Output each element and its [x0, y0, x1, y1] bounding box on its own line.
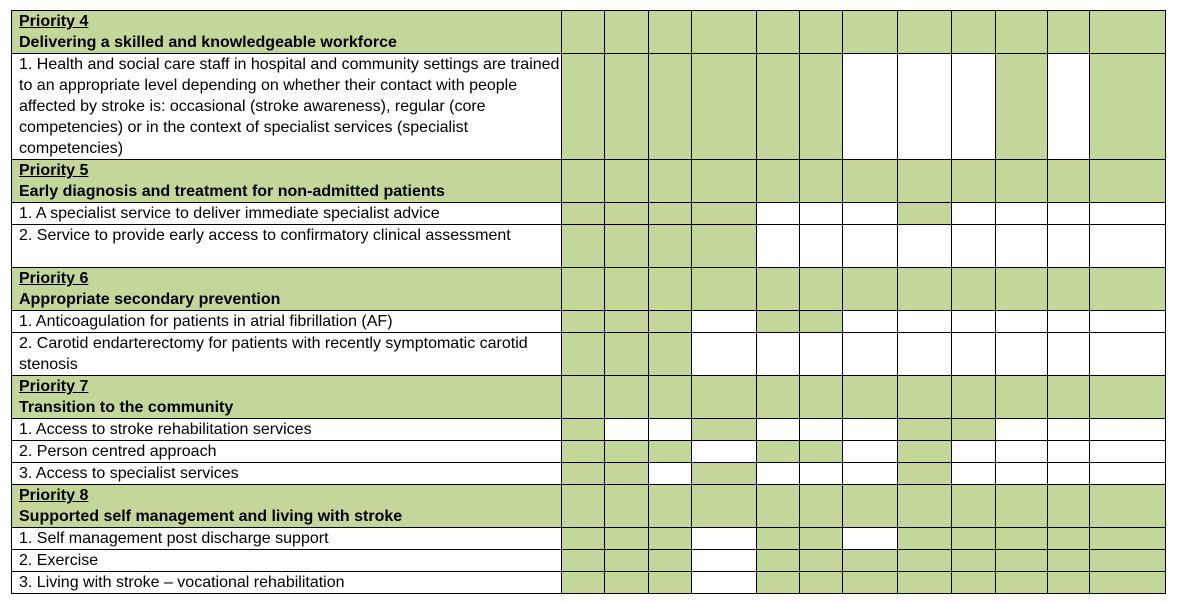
shaded-matrix-cell [996, 485, 1048, 528]
shaded-matrix-cell [649, 333, 692, 376]
shaded-matrix-cell [605, 311, 649, 333]
priority-label-cell [12, 268, 562, 311]
shaded-matrix-cell [562, 160, 605, 203]
criterion-label-cell [12, 54, 562, 160]
priority-subtitle: Supported self management and living with stroke [19, 508, 403, 525]
empty-matrix-cell [692, 550, 757, 572]
criterion-label-cell [12, 311, 562, 333]
shaded-matrix-cell [649, 485, 692, 528]
empty-matrix-cell [843, 441, 898, 463]
empty-matrix-cell [800, 333, 843, 376]
shaded-matrix-cell [843, 160, 898, 203]
shaded-matrix-cell [605, 485, 649, 528]
shaded-matrix-cell [649, 225, 692, 268]
table-row [12, 528, 1166, 550]
shaded-matrix-cell [692, 463, 757, 485]
priority-header-row [12, 11, 1166, 54]
shaded-matrix-cell [692, 225, 757, 268]
shaded-matrix-cell [1090, 550, 1166, 572]
empty-matrix-cell [692, 311, 757, 333]
shaded-matrix-cell [1090, 268, 1166, 311]
table-row [12, 333, 1166, 376]
shaded-matrix-cell [898, 160, 952, 203]
criterion-text: 2. Exercise [19, 552, 99, 569]
empty-matrix-cell [1090, 203, 1166, 225]
empty-matrix-cell [843, 54, 898, 160]
priority-title: Priority 4 [19, 13, 89, 30]
shaded-matrix-cell [692, 203, 757, 225]
criterion-text: 2. Person centred approach [19, 443, 217, 460]
shaded-matrix-cell [757, 550, 800, 572]
empty-matrix-cell [843, 463, 898, 485]
criterion-label-cell [12, 225, 562, 268]
shaded-matrix-cell [605, 572, 649, 594]
priority-title: Priority 5 [19, 162, 89, 179]
shaded-matrix-cell [649, 54, 692, 160]
empty-matrix-cell [1048, 311, 1090, 333]
empty-matrix-cell [952, 311, 996, 333]
empty-matrix-cell [843, 419, 898, 441]
criterion-text: 2. Carotid endarterectomy for patients with recently symptomatic carotid stenosis [19, 335, 528, 373]
empty-matrix-cell [996, 441, 1048, 463]
shaded-matrix-cell [562, 572, 605, 594]
shaded-matrix-cell [562, 11, 605, 54]
empty-matrix-cell [952, 333, 996, 376]
shaded-matrix-cell [562, 376, 605, 419]
shaded-matrix-cell [692, 485, 757, 528]
table-row [12, 419, 1166, 441]
criterion-text: 2. Service to provide early access to confirmatory clinical assessment [19, 227, 511, 244]
criterion-label-cell [12, 441, 562, 463]
table-row [12, 463, 1166, 485]
empty-matrix-cell [996, 203, 1048, 225]
empty-matrix-cell [952, 225, 996, 268]
priority-label-cell [12, 376, 562, 419]
empty-matrix-cell [898, 225, 952, 268]
priority-subtitle: Transition to the community [19, 399, 234, 416]
shaded-matrix-cell [605, 11, 649, 54]
empty-matrix-cell [605, 419, 649, 441]
empty-matrix-cell [1090, 311, 1166, 333]
shaded-matrix-cell [952, 550, 996, 572]
empty-matrix-cell [692, 572, 757, 594]
shaded-matrix-cell [800, 54, 843, 160]
shaded-matrix-cell [800, 441, 843, 463]
shaded-matrix-cell [649, 311, 692, 333]
shaded-matrix-cell [692, 160, 757, 203]
empty-matrix-cell [996, 225, 1048, 268]
shaded-matrix-cell [757, 160, 800, 203]
shaded-matrix-cell [952, 11, 996, 54]
shaded-matrix-cell [843, 485, 898, 528]
shaded-matrix-cell [952, 528, 996, 550]
shaded-matrix-cell [1090, 376, 1166, 419]
priority-header-row [12, 376, 1166, 419]
shaded-matrix-cell [1048, 160, 1090, 203]
empty-matrix-cell [1048, 203, 1090, 225]
criterion-text: 1. A specialist service to deliver immediate specialist advice [19, 205, 440, 222]
criterion-label-cell [12, 203, 562, 225]
empty-matrix-cell [692, 441, 757, 463]
priority-subtitle: Delivering a skilled and knowledgeable workforce [19, 34, 397, 51]
table-row [12, 54, 1166, 160]
empty-matrix-cell [996, 311, 1048, 333]
shaded-matrix-cell [1048, 376, 1090, 419]
shaded-matrix-cell [649, 528, 692, 550]
empty-matrix-cell [996, 463, 1048, 485]
shaded-matrix-cell [649, 376, 692, 419]
shaded-matrix-cell [898, 203, 952, 225]
shaded-matrix-cell [800, 268, 843, 311]
shaded-matrix-cell [562, 203, 605, 225]
shaded-matrix-cell [692, 11, 757, 54]
shaded-matrix-cell [996, 376, 1048, 419]
table-row [12, 203, 1166, 225]
shaded-matrix-cell [757, 441, 800, 463]
criterion-label-cell [12, 528, 562, 550]
empty-matrix-cell [1048, 333, 1090, 376]
shaded-matrix-cell [800, 485, 843, 528]
shaded-matrix-cell [1048, 485, 1090, 528]
table-row [12, 550, 1166, 572]
shaded-matrix-cell [562, 311, 605, 333]
shaded-matrix-cell [562, 528, 605, 550]
shaded-matrix-cell [1090, 485, 1166, 528]
shaded-matrix-cell [1048, 11, 1090, 54]
shaded-matrix-cell [605, 160, 649, 203]
priority-label-cell [12, 485, 562, 528]
shaded-matrix-cell [605, 463, 649, 485]
shaded-matrix-cell [757, 54, 800, 160]
empty-matrix-cell [898, 333, 952, 376]
shaded-matrix-cell [1048, 550, 1090, 572]
empty-matrix-cell [1048, 225, 1090, 268]
shaded-matrix-cell [898, 441, 952, 463]
shaded-matrix-cell [952, 268, 996, 311]
shaded-matrix-cell [898, 463, 952, 485]
empty-matrix-cell [1090, 441, 1166, 463]
shaded-matrix-cell [562, 225, 605, 268]
empty-matrix-cell [1090, 463, 1166, 485]
shaded-matrix-cell [605, 376, 649, 419]
shaded-matrix-cell [562, 485, 605, 528]
shaded-matrix-cell [562, 268, 605, 311]
empty-matrix-cell [757, 419, 800, 441]
priority-subtitle: Appropriate secondary prevention [19, 291, 281, 308]
empty-matrix-cell [1048, 419, 1090, 441]
priority-subtitle: Early diagnosis and treatment for non-admitted patients [19, 183, 445, 200]
shaded-matrix-cell [605, 203, 649, 225]
shaded-matrix-cell [800, 311, 843, 333]
criterion-text: 1. Health and social care staff in hospital and community settings are trained to an appropriate level depending on whether their contact with people affected by stroke is: occasional (stroke awareness), regular (core competencies) or in the context of specialist services (specialist competencies) [19, 56, 560, 157]
empty-matrix-cell [898, 311, 952, 333]
shaded-matrix-cell [692, 268, 757, 311]
empty-matrix-cell [757, 463, 800, 485]
empty-matrix-cell [843, 311, 898, 333]
table-row [12, 225, 1166, 268]
shaded-matrix-cell [843, 376, 898, 419]
empty-matrix-cell [952, 463, 996, 485]
shaded-matrix-cell [1090, 528, 1166, 550]
shaded-matrix-cell [605, 550, 649, 572]
empty-matrix-cell [1048, 54, 1090, 160]
empty-matrix-cell [1048, 441, 1090, 463]
shaded-matrix-cell [996, 528, 1048, 550]
empty-matrix-cell [843, 225, 898, 268]
shaded-matrix-cell [757, 268, 800, 311]
criterion-text: 3. Living with stroke – vocational rehabilitation [19, 574, 345, 591]
empty-matrix-cell [757, 225, 800, 268]
shaded-matrix-cell [898, 419, 952, 441]
shaded-matrix-cell [1090, 11, 1166, 54]
shaded-matrix-cell [1090, 572, 1166, 594]
empty-matrix-cell [1090, 333, 1166, 376]
empty-matrix-cell [649, 419, 692, 441]
empty-matrix-cell [800, 419, 843, 441]
shaded-matrix-cell [898, 572, 952, 594]
shaded-matrix-cell [1048, 268, 1090, 311]
shaded-matrix-cell [843, 572, 898, 594]
empty-matrix-cell [692, 528, 757, 550]
criterion-label-cell [12, 572, 562, 594]
shaded-matrix-cell [1090, 54, 1166, 160]
empty-matrix-cell [952, 441, 996, 463]
empty-matrix-cell [1090, 225, 1166, 268]
shaded-matrix-cell [843, 550, 898, 572]
shaded-matrix-cell [898, 485, 952, 528]
empty-matrix-cell [757, 333, 800, 376]
empty-matrix-cell [952, 203, 996, 225]
empty-matrix-cell [800, 225, 843, 268]
shaded-matrix-cell [692, 419, 757, 441]
priority-title: Priority 7 [19, 378, 89, 395]
shaded-matrix-cell [649, 572, 692, 594]
shaded-matrix-cell [1090, 160, 1166, 203]
empty-matrix-cell [649, 463, 692, 485]
shaded-matrix-cell [692, 376, 757, 419]
empty-matrix-cell [800, 203, 843, 225]
shaded-matrix-cell [649, 11, 692, 54]
shaded-matrix-cell [562, 54, 605, 160]
shaded-matrix-cell [1048, 528, 1090, 550]
shaded-matrix-cell [562, 441, 605, 463]
table-row [12, 311, 1166, 333]
shaded-matrix-cell [952, 485, 996, 528]
empty-matrix-cell [1090, 419, 1166, 441]
shaded-matrix-cell [996, 572, 1048, 594]
priority-header-row [12, 268, 1166, 311]
shaded-matrix-cell [649, 550, 692, 572]
criterion-text: 1. Anticoagulation for patients in atrial fibrillation (AF) [19, 313, 393, 330]
shaded-matrix-cell [996, 11, 1048, 54]
shaded-matrix-cell [562, 419, 605, 441]
shaded-matrix-cell [843, 11, 898, 54]
shaded-matrix-cell [649, 268, 692, 311]
criterion-text: 3. Access to specialist services [19, 465, 239, 482]
priority-header-row [12, 485, 1166, 528]
shaded-matrix-cell [649, 203, 692, 225]
shaded-matrix-cell [757, 528, 800, 550]
empty-matrix-cell [996, 333, 1048, 376]
empty-matrix-cell [843, 203, 898, 225]
priority-label-cell [12, 160, 562, 203]
shaded-matrix-cell [952, 572, 996, 594]
empty-matrix-cell [1048, 463, 1090, 485]
shaded-matrix-cell [800, 11, 843, 54]
shaded-matrix-cell [800, 550, 843, 572]
priority-label-cell [12, 11, 562, 54]
shaded-matrix-cell [1048, 572, 1090, 594]
shaded-matrix-cell [605, 333, 649, 376]
shaded-matrix-cell [649, 160, 692, 203]
empty-matrix-cell [996, 419, 1048, 441]
empty-matrix-cell [843, 333, 898, 376]
shaded-matrix-cell [605, 441, 649, 463]
shaded-matrix-cell [952, 376, 996, 419]
criterion-label-cell [12, 463, 562, 485]
criterion-text: 1. Access to stroke rehabilitation services [19, 421, 312, 438]
criterion-text: 1. Self management post discharge support [19, 530, 329, 547]
shaded-matrix-cell [996, 160, 1048, 203]
priority-title: Priority 6 [19, 270, 89, 287]
shaded-matrix-cell [952, 419, 996, 441]
shaded-matrix-cell [996, 268, 1048, 311]
shaded-matrix-cell [605, 54, 649, 160]
empty-matrix-cell [898, 54, 952, 160]
criterion-label-cell [12, 419, 562, 441]
shaded-matrix-cell [898, 528, 952, 550]
table-row [12, 441, 1166, 463]
empty-matrix-cell [952, 54, 996, 160]
empty-matrix-cell [800, 463, 843, 485]
shaded-matrix-cell [562, 463, 605, 485]
shaded-matrix-cell [757, 485, 800, 528]
shaded-matrix-cell [898, 11, 952, 54]
shaded-matrix-cell [800, 572, 843, 594]
priority-title: Priority 8 [19, 487, 89, 504]
shaded-matrix-cell [562, 333, 605, 376]
criterion-label-cell [12, 333, 562, 376]
shaded-matrix-cell [757, 311, 800, 333]
shaded-matrix-cell [757, 572, 800, 594]
empty-matrix-cell [757, 203, 800, 225]
priority-header-row [12, 160, 1166, 203]
shaded-matrix-cell [757, 11, 800, 54]
shaded-matrix-cell [843, 268, 898, 311]
shaded-matrix-cell [800, 160, 843, 203]
shaded-matrix-cell [757, 376, 800, 419]
shaded-matrix-cell [898, 376, 952, 419]
shaded-matrix-cell [996, 54, 1048, 160]
shaded-matrix-cell [800, 528, 843, 550]
shaded-matrix-cell [898, 268, 952, 311]
shaded-matrix-cell [692, 54, 757, 160]
empty-matrix-cell [843, 528, 898, 550]
shaded-matrix-cell [800, 376, 843, 419]
shaded-matrix-cell [605, 528, 649, 550]
criterion-label-cell [12, 550, 562, 572]
table-row [12, 572, 1166, 594]
shaded-matrix-cell [562, 550, 605, 572]
shaded-matrix-cell [898, 550, 952, 572]
shaded-matrix-cell [605, 225, 649, 268]
shaded-matrix-cell [996, 550, 1048, 572]
priorities-matrix-table [11, 10, 1166, 594]
shaded-matrix-cell [605, 268, 649, 311]
table-body [12, 11, 1166, 594]
empty-matrix-cell [692, 333, 757, 376]
shaded-matrix-cell [952, 160, 996, 203]
shaded-matrix-cell [649, 441, 692, 463]
